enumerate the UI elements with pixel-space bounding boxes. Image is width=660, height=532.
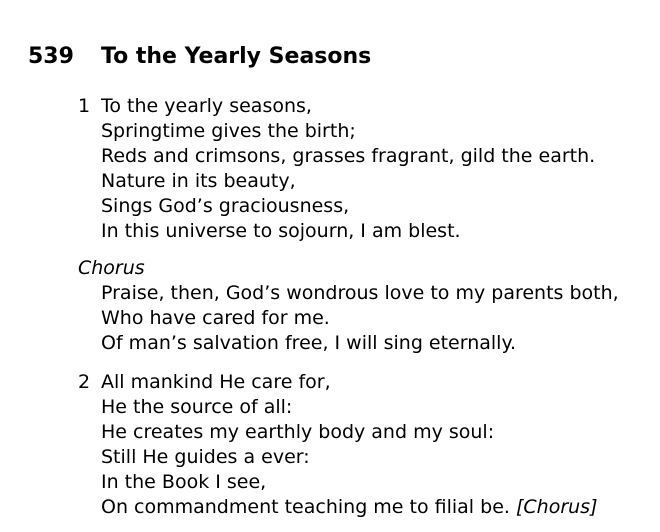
chorus-label: Chorus xyxy=(78,257,145,279)
verse-line xyxy=(78,94,595,119)
hymn-number: 539 xyxy=(28,44,74,69)
verse-line-text: On commandment teaching me to filial be. xyxy=(101,496,510,518)
chorus-line xyxy=(78,306,619,331)
verse-line-text: In the Book I see, xyxy=(101,471,267,493)
verse-line-text: He the source of all: xyxy=(101,396,293,418)
verse-line xyxy=(78,395,597,420)
verse-line-text: All mankind He care for, xyxy=(101,371,331,393)
hymn-header xyxy=(28,42,371,72)
verse-line-text: To the yearly seasons, xyxy=(101,95,312,117)
verse-line-text: Nature in its beauty, xyxy=(101,170,296,192)
verse-line-text: Reds and crimsons, grasses fragrant, gild the earth. xyxy=(101,145,596,167)
verse-line xyxy=(78,445,597,470)
verse-2 xyxy=(78,370,597,520)
chorus-line xyxy=(78,281,619,306)
verse-line xyxy=(78,495,597,520)
verse-1 xyxy=(78,94,595,244)
chorus-line-text: Praise, then, God’s wondrous love to my parents both, xyxy=(101,282,619,304)
verse-line xyxy=(78,219,595,244)
verse-line-text: Sings God’s graciousness, xyxy=(101,195,350,217)
verse-line xyxy=(78,370,597,395)
chorus xyxy=(78,256,619,356)
chorus-line xyxy=(78,331,619,356)
verse-line xyxy=(78,420,597,445)
verse-line-text: Still He guides a ever: xyxy=(101,446,310,468)
verse-line-text: In this universe to sojourn, I am blest. xyxy=(101,220,461,242)
chorus-line-text: Who have cared for me. xyxy=(101,307,330,329)
verse-line xyxy=(78,119,595,144)
chorus-line-text: Of man’s salvation free, I will sing eternally. xyxy=(101,332,517,354)
verse-line xyxy=(78,470,597,495)
hymn-title: To the Yearly Seasons xyxy=(101,44,372,69)
verse-number: 1 xyxy=(78,95,91,117)
verse-line xyxy=(78,144,595,169)
verse-number: 2 xyxy=(78,371,91,393)
verse-line-text: He creates my earthly body and my soul: xyxy=(101,421,495,443)
verse-line xyxy=(78,169,595,194)
chorus-reference: [Chorus] xyxy=(515,496,598,518)
verse-line-text: Springtime gives the birth; xyxy=(101,120,356,142)
verse-line xyxy=(78,194,595,219)
